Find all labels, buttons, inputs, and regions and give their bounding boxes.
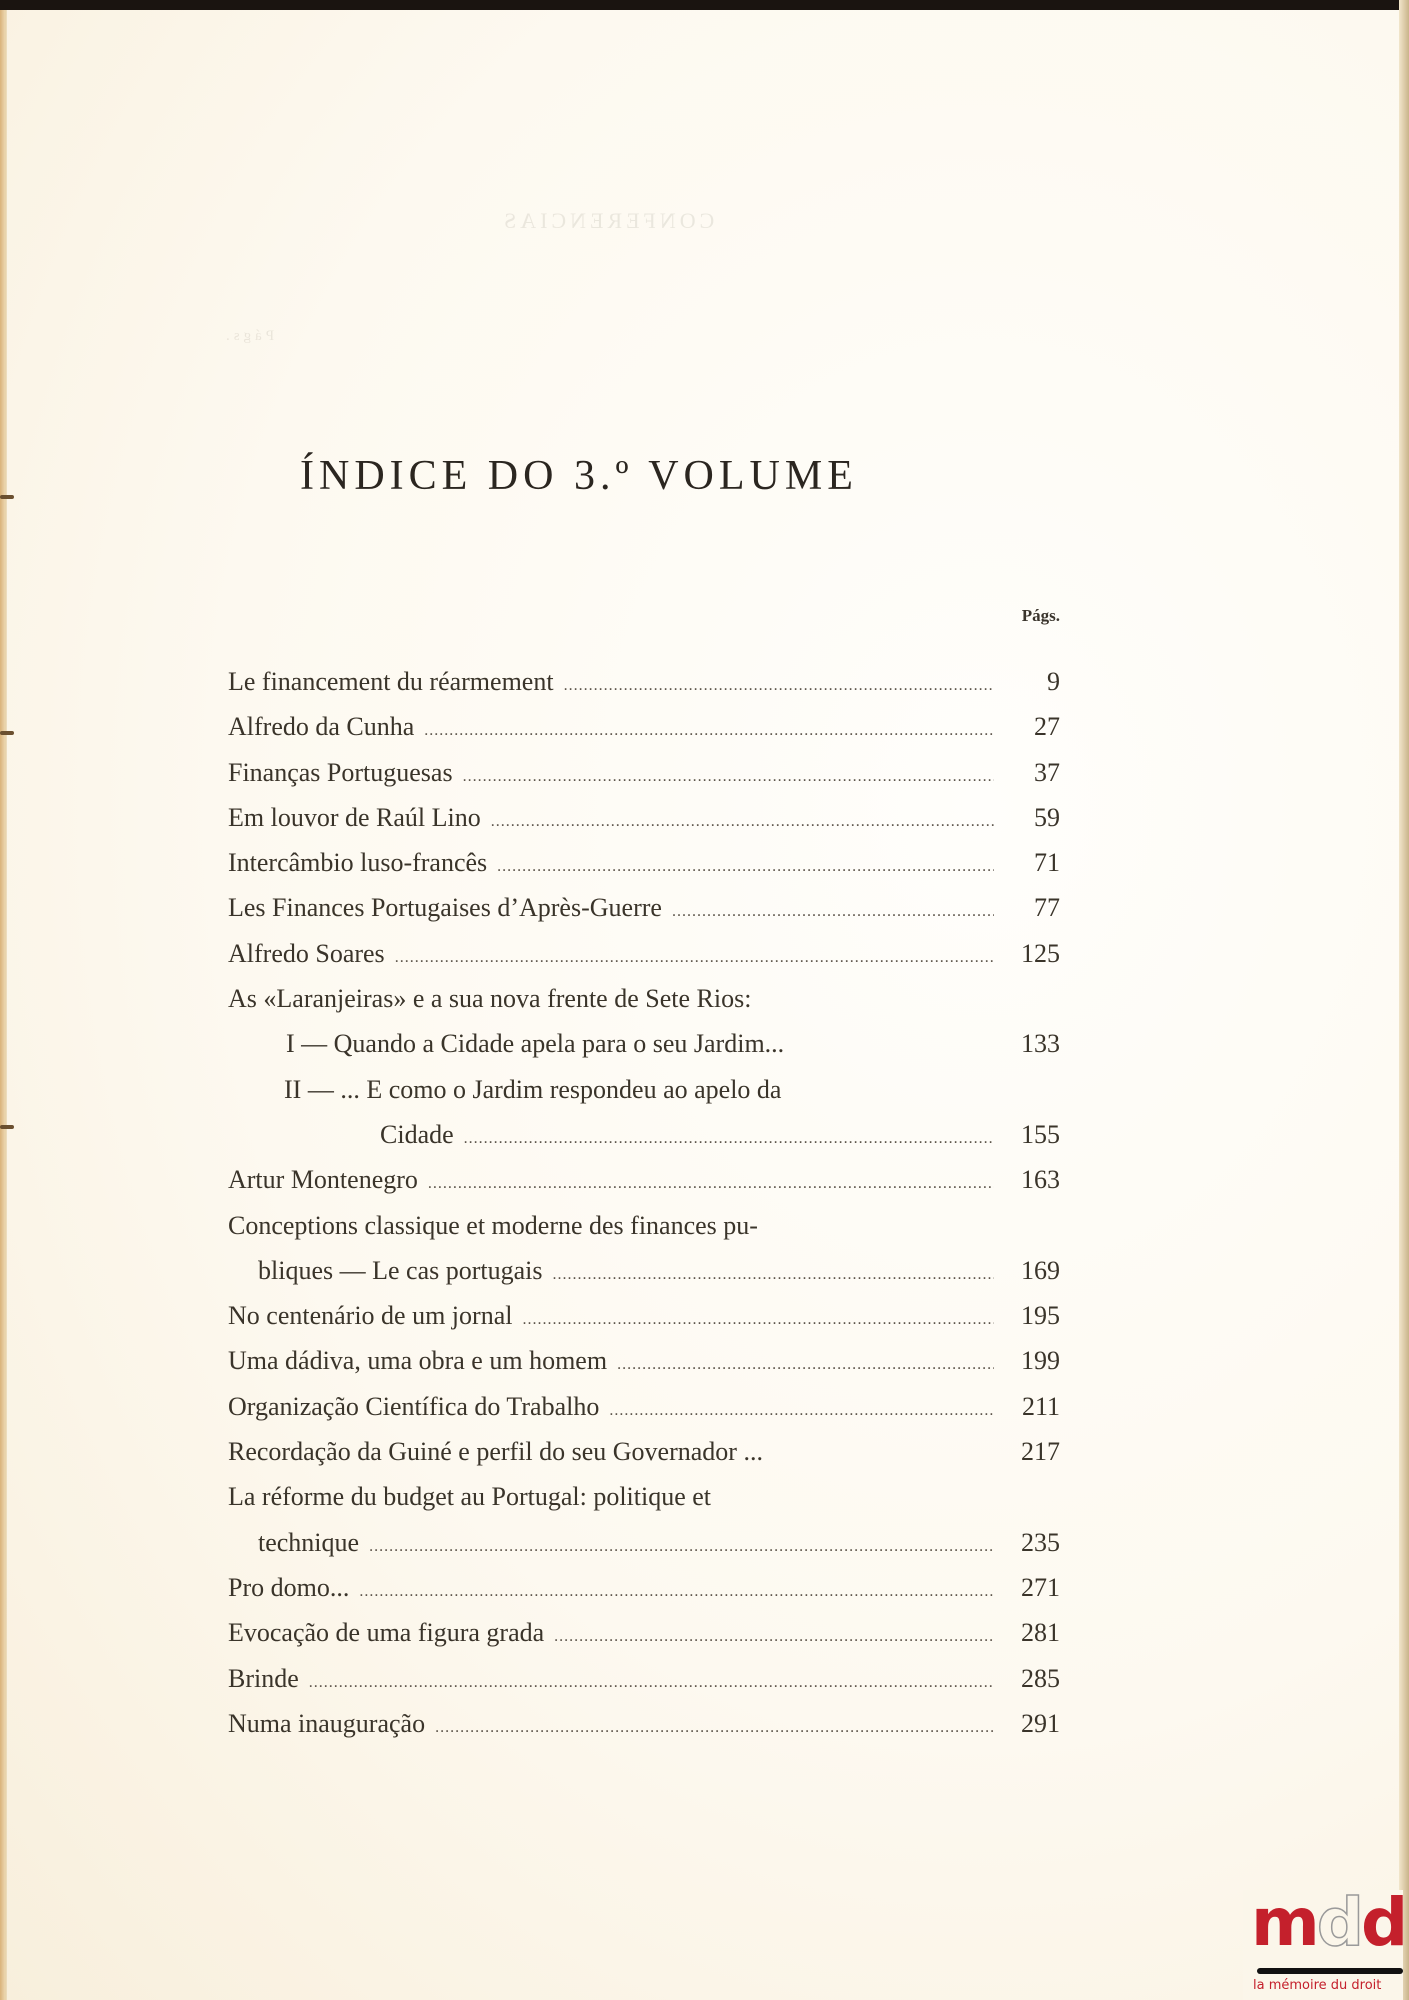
toc-entry-page: 291 (1021, 1708, 1060, 1738)
logo-letter-d: d (1361, 1884, 1406, 1961)
dot-leader (424, 710, 994, 751)
toc-entry (228, 1250, 1060, 1295)
toc-entry (228, 887, 1060, 932)
toc-entry-title: Cidade (380, 1119, 454, 1149)
toc-entry-title: Uma dádiva, uma obra e um homem (228, 1346, 608, 1376)
toc-entry-title: Alfredo Soares (228, 938, 385, 968)
show-through-label: Págs. (222, 328, 275, 344)
toc-entry-page: 285 (1021, 1663, 1060, 1693)
dot-leader (395, 937, 994, 978)
toc-entry (228, 978, 1060, 1023)
toc-entry-page: 37 (1034, 757, 1060, 787)
toc-entry-page: 211 (1021, 1391, 1060, 1421)
dot-leader (522, 1299, 994, 1340)
dot-leader (554, 1616, 994, 1657)
toc-entry-page: 163 (1021, 1165, 1060, 1195)
toc-entry-page: 27 (1034, 712, 1060, 742)
toc-entry (228, 842, 1060, 887)
dot-leader (428, 1163, 994, 1204)
toc-entry-title: Em louvor de Raúl Lino (228, 802, 481, 832)
dot-leader (369, 1526, 994, 1567)
toc-entry-title: bliques — Le cas portugais (258, 1255, 543, 1285)
page-edge-shadow (1399, 0, 1409, 2000)
toc-entry-page: 9 (1047, 667, 1060, 696)
binding-stitch (0, 1125, 14, 1129)
dot-leader (435, 1707, 994, 1748)
toc-entry (228, 1658, 1060, 1703)
toc-entry-title: Pro domo... (228, 1572, 350, 1602)
toc-entry-title: Recordação da Guiné e perfil do seu Governador ... (228, 1437, 763, 1467)
toc-entry (228, 797, 1060, 842)
toc-entry-title: Alfredo da Cunha (228, 712, 415, 742)
spine-line (5, 10, 7, 2000)
dot-leader (617, 1344, 994, 1385)
dot-leader (497, 846, 994, 887)
show-through-header: CONFERENCIAS (500, 208, 715, 233)
toc-entry-title: Finanças Portuguesas (228, 757, 453, 787)
toc-entry-title: II — ... E como o Jardim respondeu ao apelo da (284, 1074, 782, 1104)
toc-entry-page: 71 (1034, 848, 1060, 878)
page-title: ÍNDICE DO 3.º VOLUME (300, 453, 858, 499)
toc-entry-title: As «Laranjeiras» e a sua nova frente de Sete Rios: (228, 984, 752, 1014)
dot-leader (672, 891, 994, 932)
toc-entry-page: 271 (1021, 1572, 1060, 1602)
toc-entry-title: I — Quando a Cidade apela para o seu Jardim... (286, 1029, 785, 1059)
toc-entry-page: 169 (1021, 1255, 1060, 1285)
toc-entry (228, 1205, 1060, 1250)
toc-entry-title: La réforme du budget au Portugal: politique et (228, 1482, 712, 1512)
logo-wordmark (1251, 1884, 1405, 1961)
toc-entry (228, 1567, 1060, 1612)
dot-leader (564, 665, 994, 706)
toc-entry (228, 1386, 1060, 1431)
toc-entry-title: Numa inauguração (228, 1708, 426, 1738)
dot-leader (609, 1390, 994, 1431)
logo-underline (1257, 1968, 1403, 1974)
mdd-watermark-logo (1243, 1884, 1406, 2000)
toc-entry (228, 706, 1060, 751)
toc-entry-title: technique (258, 1527, 360, 1557)
toc-entry-title: Les Finances Portugaises d’Après-Guerre (228, 893, 662, 923)
toc-entry-page: 77 (1034, 893, 1060, 923)
dot-leader (463, 756, 994, 797)
toc-entry-page: 59 (1034, 802, 1060, 832)
toc-entry-title: Conceptions classique et moderne des finances pu- (228, 1210, 758, 1240)
logo-tagline: la mémoire du droit (1253, 1978, 1382, 1993)
dot-leader (491, 801, 994, 842)
toc-entry (228, 1703, 1060, 1748)
dot-leader (359, 1571, 994, 1612)
toc-entry-title: Intercâmbio luso-francês (228, 848, 488, 878)
dot-leader (464, 1118, 994, 1159)
toc-entry (228, 1159, 1060, 1204)
toc-entry-title: No centenário de um jornal (228, 1301, 513, 1331)
logo-letter-m: m (1251, 1884, 1317, 1961)
toc-entry (228, 752, 1060, 797)
toc-entry (228, 1069, 1060, 1114)
toc-entry (228, 1114, 1060, 1159)
toc-entry (228, 1612, 1060, 1657)
toc-entry-title: Brinde (228, 1663, 299, 1693)
toc-entry-page: 217 (1021, 1437, 1060, 1467)
binding-stitch (0, 731, 14, 735)
toc-entry-title: Organização Científica do Trabalho (228, 1391, 600, 1421)
toc-entry (228, 1431, 1060, 1476)
toc-entry-page: 199 (1021, 1346, 1060, 1376)
toc-entry-title: Artur Montenegro (228, 1165, 418, 1195)
toc-entry-page: 195 (1021, 1301, 1060, 1331)
toc-entry-page: 133 (1021, 1029, 1060, 1059)
dot-leader (309, 1662, 994, 1703)
toc-entry (228, 1023, 1060, 1068)
toc-entry (228, 661, 1060, 706)
page-column-header: Págs. (1021, 606, 1060, 625)
table-of-contents (228, 661, 1060, 1748)
toc-entry-page: 235 (1021, 1527, 1060, 1557)
toc-entry-title: Le financement du réarmement (228, 667, 554, 696)
binding-stitch (0, 495, 14, 499)
toc-entry-title: Evocação de uma figura grada (228, 1618, 545, 1648)
toc-entry-page: 125 (1021, 938, 1060, 968)
toc-entry (228, 1476, 1060, 1521)
dot-leader (553, 1254, 995, 1295)
toc-entry-page: 281 (1021, 1618, 1060, 1648)
toc-entry (228, 1522, 1060, 1567)
logo-letter-d-outline: d (1316, 1884, 1362, 1961)
toc-entry (228, 1340, 1060, 1385)
toc-entry (228, 933, 1060, 978)
toc-entry-page: 155 (1021, 1119, 1060, 1149)
toc-entry (228, 1295, 1060, 1340)
